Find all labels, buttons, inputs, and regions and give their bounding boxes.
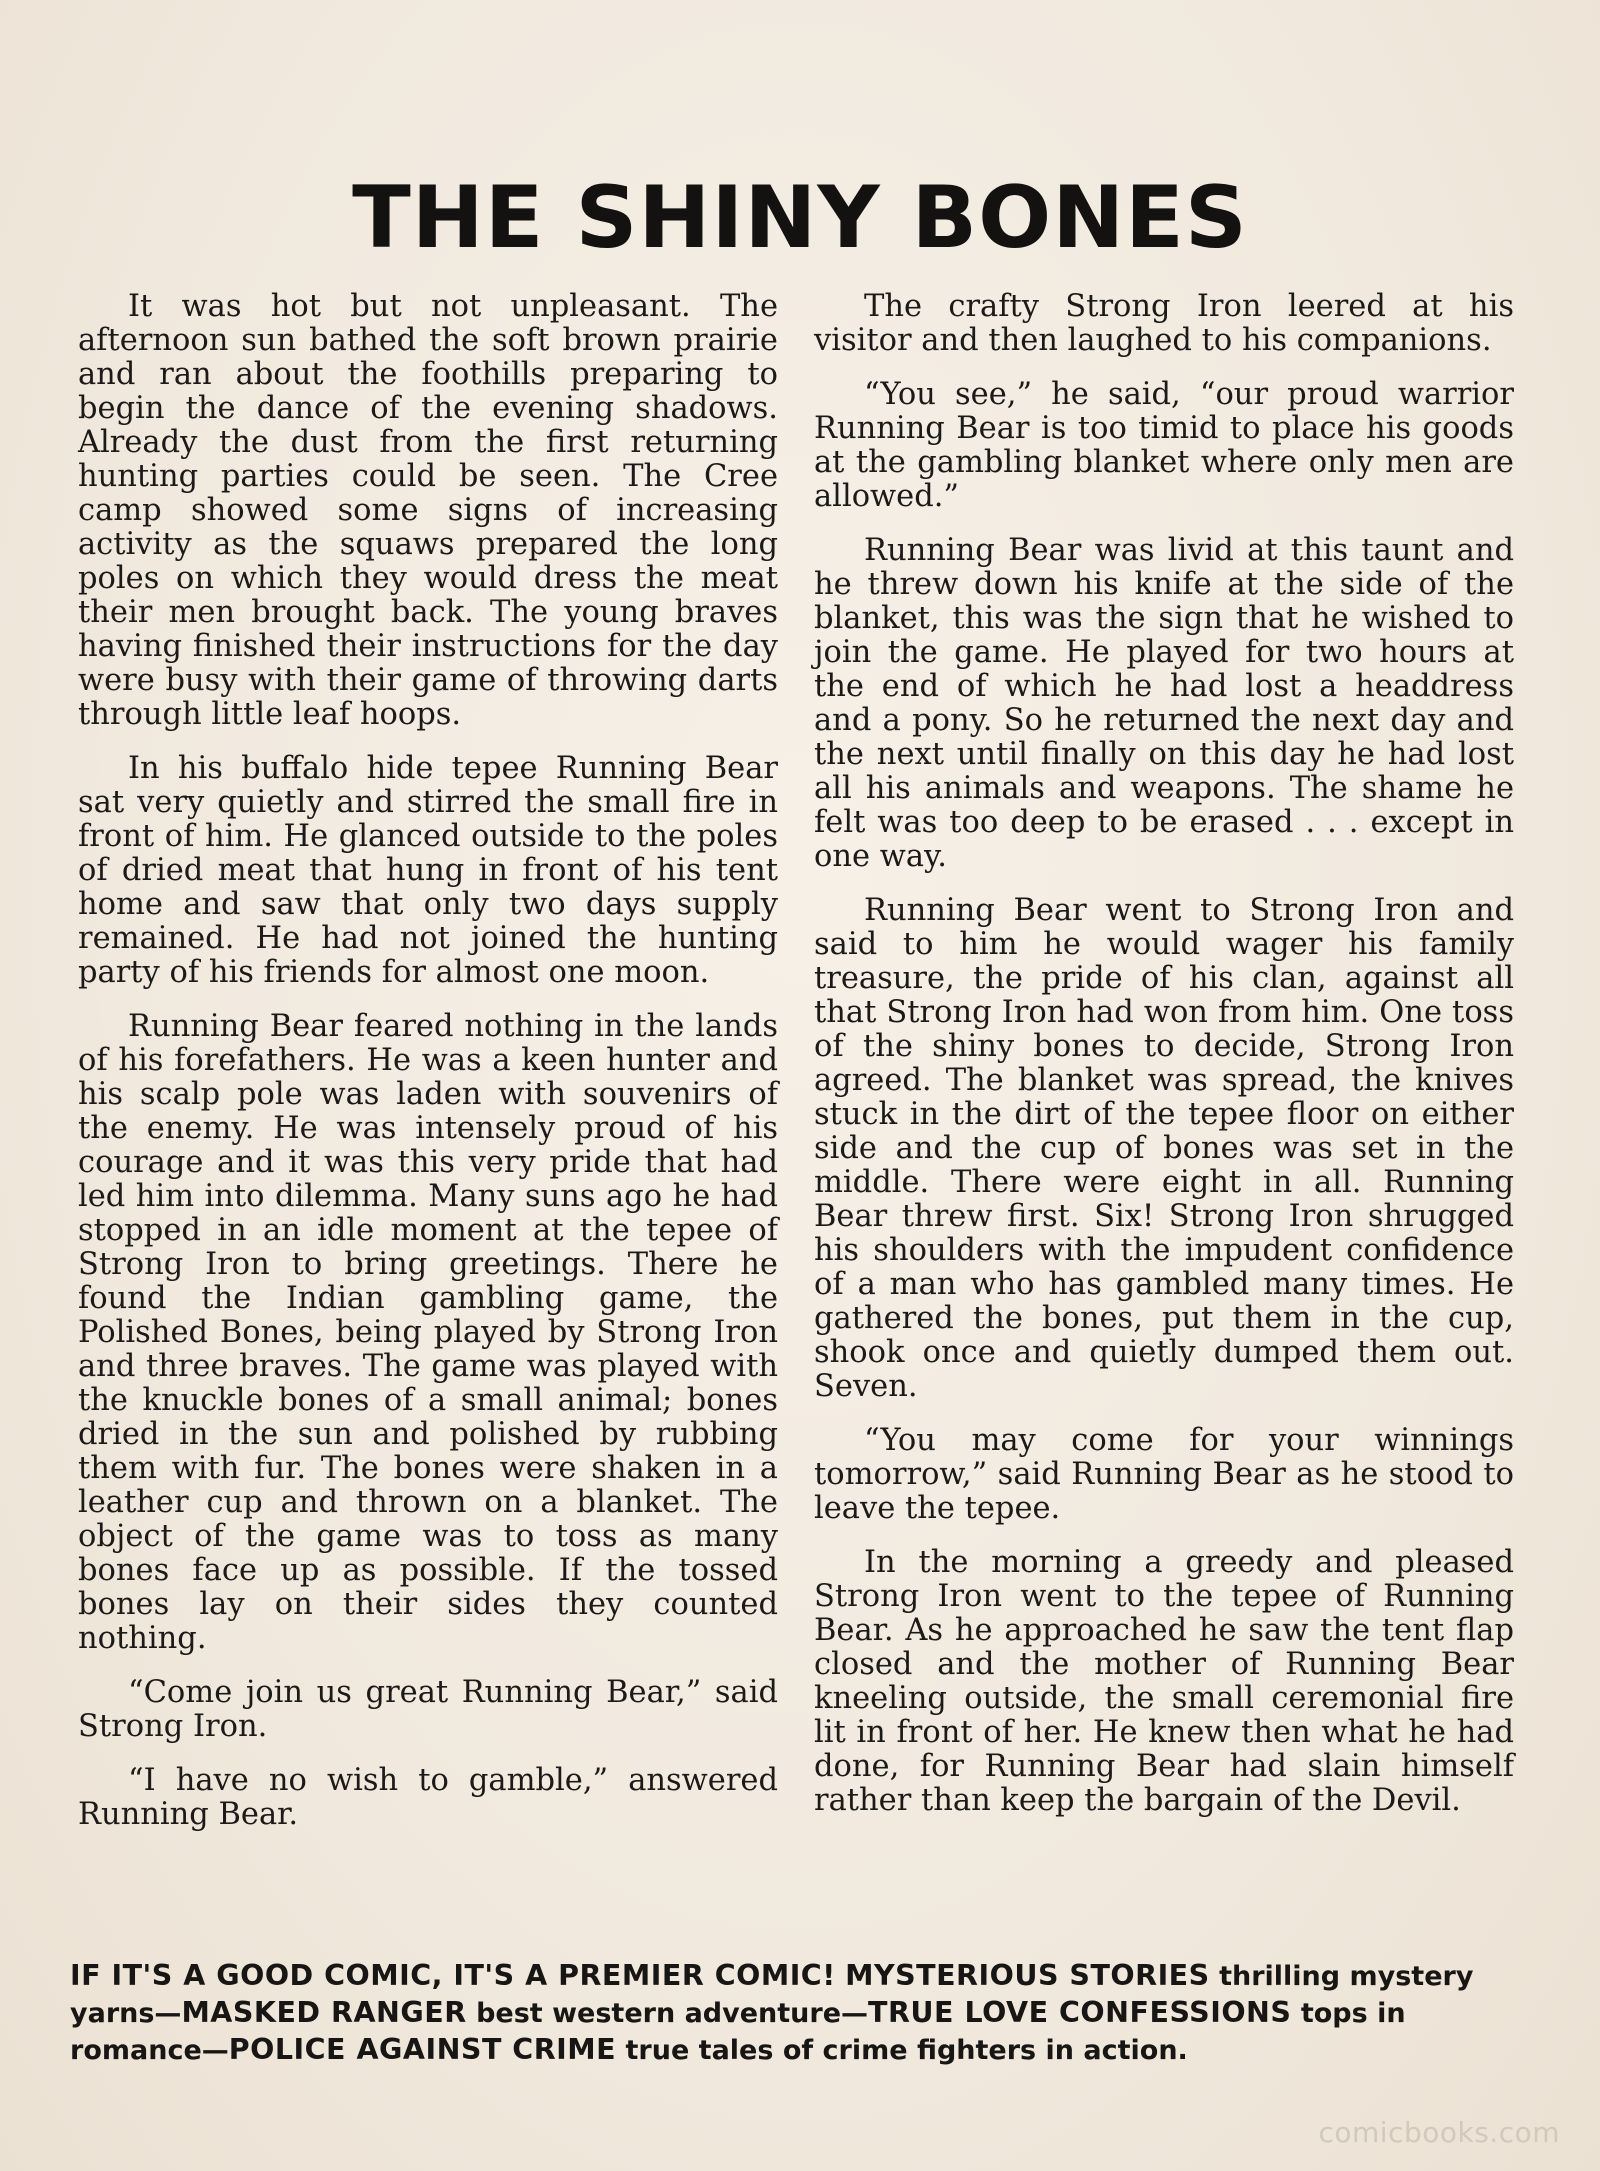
paragraph: Running Bear was livid at this taunt and he threw down his knife at the side of the blanket, this was the sign that he wished to join the game. He played for two hours at the end of which he had lost a headdress and a pony. So he returned the next day and the next until finally on this day he had lost all his animals and weapons. The shame he felt was too deep to be erased . . . except in one way.: [814, 533, 1514, 874]
right-column: [814, 290, 1514, 1838]
ad-title-mysterious-stories: MYSTERIOUS STORIES: [845, 1959, 1210, 1992]
paragraph: In his buffalo hide tepee Running Bear sat very quietly and stirred the small fire in front of him. He glanced outside to the poles of dried meat that hung in front of his tent home and saw that only two days supply remained. He had not joined the hunting party of his friends for almost one moon.: [78, 751, 778, 990]
ad-title-true-love-confessions: TRUE LOVE CONFESSIONS: [868, 1996, 1292, 2029]
paragraph: “Come join us great Running Bear,” said Strong Iron.: [78, 1675, 778, 1744]
ad-desc: thrilling mystery yarns—: [70, 1961, 1474, 2029]
ad-title-police-against-crime: POLICE AGAINST CRIME: [228, 2033, 617, 2066]
paragraph: The crafty Strong Iron leered at his visitor and then laughed to his companions.: [814, 289, 1514, 358]
paragraph: “You may come for your winnings tomorrow,” said Running Bear as he stood to leave the tepee.: [814, 1423, 1514, 1526]
paragraph: “I have no wish to gamble,” answered Running Bear.: [78, 1763, 778, 1832]
ad-desc: tops in romance—: [70, 1998, 1406, 2066]
watermark: comicbooks.com: [1318, 2116, 1560, 2149]
paragraph: Running Bear feared nothing in the lands of his forefathers. He was a keen hunter and his scalp pole was laden with souvenirs of the enemy. He was intensely proud of his courage and it was this very pride that had led him into dilemma. Many suns ago he had stopped in an idle moment at the tepee of Strong Iron to bring greetings. There he found the Indian gambling game, the Polished Bones, being played by Strong Iron and three braves. The game was played with the knuckle bones of a small animal; bones dried in the sun and polished by rubbing them with fur. The bones were shaken in a leather cup and thrown on a blanket. The object of the game was to toss as many bones face up as possible. If the tossed bones lay on their sides they counted nothing.: [78, 1009, 778, 1656]
ad-desc: true tales of crime fighters in action.: [625, 2035, 1188, 2066]
ad-slogan: IF IT'S A GOOD COMIC, IT'S A PREMIER COMIC!: [70, 1959, 836, 1992]
ad-desc: best western adventure—: [476, 1998, 869, 2029]
paragraph: It was hot but not unpleasant. The afternoon sun bathed the soft brown prairie and ran about the foothills preparing to begin the dance of the evening shadows. Already the dust from the first returning hunting parties could be seen. The Cree camp showed some signs of increasing activity as the squaws prepared the long poles on which they would dress the meat their men brought back. The young braves having finished their instructions for the day were busy with their game of throwing darts through little leaf hoops.: [78, 289, 778, 732]
publisher-ad-footer: [70, 1958, 1510, 2069]
story-title: THE SHINY BONES: [352, 168, 1248, 268]
paragraph: In the morning a greedy and pleased Strong Iron went to the tepee of Running Bear. As he approached he saw the tent flap closed and the mother of Running Bear kneeling outside, the small ceremonial fire lit in front of her. He knew then what he had done, for Running Bear had slain himself rather than keep the bargain of the Devil.: [814, 1545, 1514, 1818]
paragraph: “You see,” he said, “our proud warrior Running Bear is too timid to place his goods at the gambling blanket where only men are allowed.”: [814, 377, 1514, 514]
left-column: [78, 290, 778, 1852]
paragraph: Running Bear went to Strong Iron and said to him he would wager his family treasure, the pride of his clan, against all that Strong Iron had won from him. One toss of the shiny bones to decide, Strong Iron agreed. The blanket was spread, the knives stuck in the dirt of the tepee floor on either side and the cup of bones was set in the middle. There were eight in all. Running Bear threw first. Six! Strong Iron shrugged his shoulders with the impudent confidence of a man who has gambled many times. He gathered the bones, put them in the cup, shook once and quietly dumped them out. Seven.: [814, 893, 1514, 1404]
ad-title-masked-ranger: MASKED RANGER: [181, 1996, 467, 2029]
